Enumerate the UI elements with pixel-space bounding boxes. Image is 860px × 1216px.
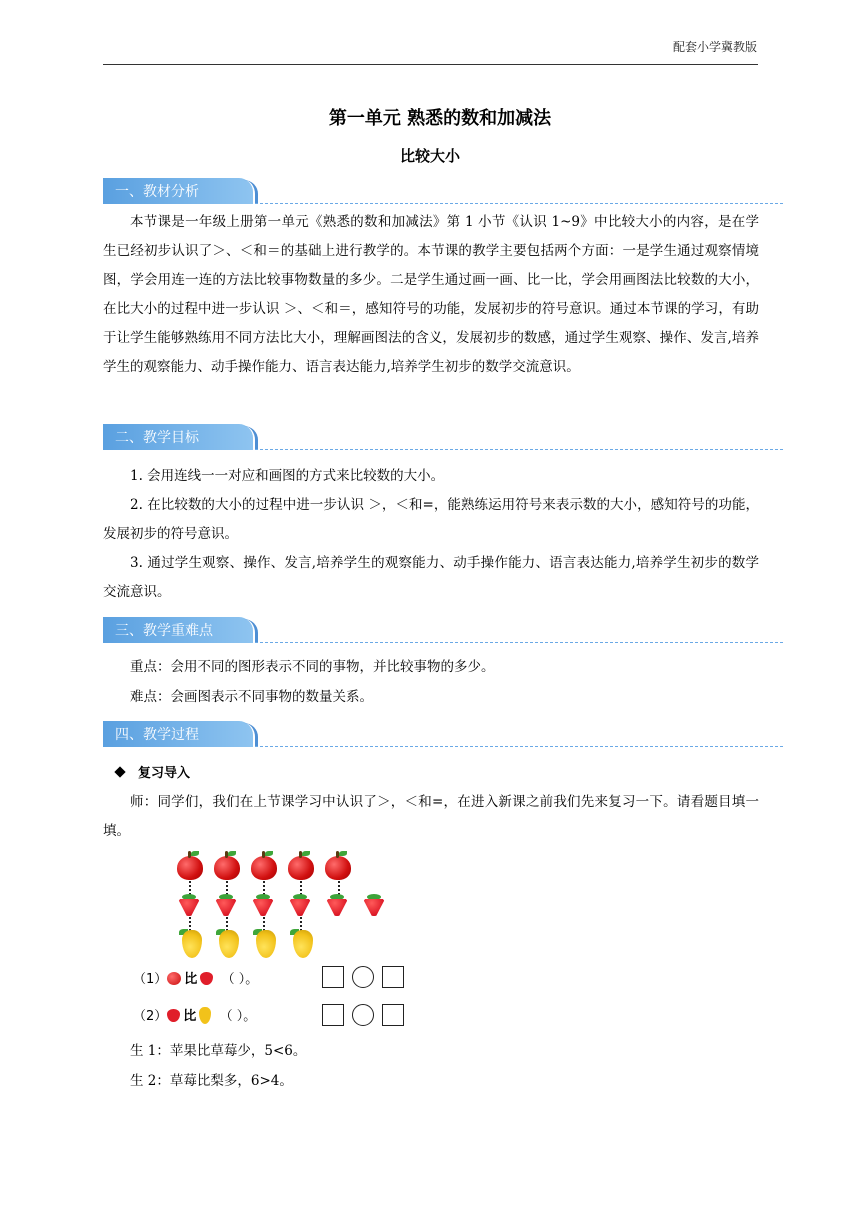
pear-leaf-icon <box>216 929 225 935</box>
answer-box[interactable] <box>382 1004 404 1026</box>
diamond-bullet-icon <box>114 766 125 777</box>
bullet-heading <box>116 762 190 781</box>
goal-item-1: 1. 会用连线一一对应和画图的方式来比较数的大小。 <box>130 468 445 484</box>
bullet-heading-text: 复习导入 <box>138 766 191 781</box>
page-subtitle: 比较大小 <box>399 147 460 165</box>
apple-icon <box>325 856 351 880</box>
pear-icon <box>293 930 313 958</box>
question-number: （2） <box>133 1009 168 1024</box>
section-tab-edge <box>243 180 258 204</box>
strawberry-leaf-icon <box>182 894 196 900</box>
apple-icon <box>288 856 314 880</box>
answer-box[interactable] <box>322 966 344 988</box>
apple-icon <box>177 856 203 880</box>
question-2 <box>133 1005 256 1024</box>
question-number: （1） <box>133 972 168 987</box>
section-header-keypoints <box>103 617 783 647</box>
strawberry-leaf-icon <box>293 894 307 900</box>
section-tab-edge <box>243 723 258 747</box>
section-tab-edge <box>243 426 258 450</box>
answer-box[interactable] <box>322 1004 344 1026</box>
question-1 <box>133 968 258 987</box>
pear-icon <box>199 1007 211 1024</box>
section-label: 一、教材分析 <box>115 184 199 200</box>
answer-circle[interactable] <box>352 1004 374 1026</box>
strawberry-leaf-icon <box>256 894 270 900</box>
section-divider <box>255 203 783 204</box>
section-header-process <box>103 721 783 751</box>
goal-item-2: 2. 在比较数的大小的过程中进一步认识 ＞，＜和=，能熟练运用符号来表示数的大小，感知符号的功能，发展初步的符号意识。 <box>103 497 759 542</box>
strawberry-icon <box>200 972 213 985</box>
apple-icon <box>167 972 181 985</box>
section-header-analysis <box>103 178 783 208</box>
student-answer-1: 生 1：苹果比草莓少，5<6。 <box>130 1043 307 1059</box>
connector-line <box>263 878 265 934</box>
strawberry-icon <box>215 896 237 916</box>
key-point: 重点：会用不同的图形表示不同的事物，并比较事物的多少。 <box>130 659 495 675</box>
apple-icon <box>214 856 240 880</box>
section-header-goals <box>103 424 783 454</box>
connector-line <box>226 878 228 934</box>
pear-leaf-icon <box>290 929 299 935</box>
header-tag: 配套小学冀教版 <box>672 40 757 54</box>
section-label: 四、教学过程 <box>115 727 199 743</box>
connector-line <box>338 878 340 898</box>
header-rule <box>103 64 758 65</box>
compare-word: 比 <box>184 972 198 987</box>
section-tab-edge <box>243 619 258 643</box>
strawberry-icon <box>363 896 385 916</box>
compare-word: 比 <box>183 1009 197 1024</box>
strawberry-icon <box>289 896 311 916</box>
strawberry-icon <box>252 896 274 916</box>
answer-blank: （ ）。 <box>221 972 259 987</box>
strawberry-leaf-icon <box>367 894 381 900</box>
section-divider <box>255 449 783 450</box>
strawberry-icon <box>326 896 348 916</box>
apple-icon <box>251 856 277 880</box>
pear-icon <box>182 930 202 958</box>
analysis-paragraph: 本节课是一年级上册第一单元《熟悉的数和加减法》第 1 小节《认识 1~9》中比较大小的内容，是在学生已经初步认识了＞、＜和＝的基础上进行教学的。本节课的教学主要包括两个方面：一是学生通过观察情境图，学会用连一连的方法比较事物数量的多少。二是学生通过画一画、比一比，学会用画图法比较数的大小，在比大小的过程中进一步认识 ＞、＜和＝，感知符号的功能，发展初步的符号意识。通过本节课的学习，有助于让学生能够熟练用不同方法比大小，理解画图法的含义，发展初步的数感，通过学生观察、操作、发言,培养学生的观察能力、动手操作能力、语言表达能力,培养学生初步的数学交流意识。 <box>103 214 759 375</box>
strawberry-icon <box>178 896 200 916</box>
teacher-paragraph: 师：同学们，我们在上节课学习中认识了＞，＜和=，在进入新课之前我们先来复习一下。请看题目填一填。 <box>103 794 759 839</box>
page-title: 第一单元 熟悉的数和加减法 <box>328 108 552 129</box>
strawberry-icon <box>167 1009 180 1022</box>
strawberry-leaf-icon <box>330 894 344 900</box>
strawberry-leaf-icon <box>219 894 233 900</box>
pear-leaf-icon <box>253 929 262 935</box>
goal-item-3: 3. 通过学生观察、操作、发言,培养学生的观察能力、动手操作能力、语言表达能力,培养学生初步的数学交流意识。 <box>103 555 759 600</box>
pear-icon <box>256 930 276 958</box>
section-label: 三、教学重难点 <box>115 623 213 639</box>
student-answer-2: 生 2：草莓比梨多，6>4。 <box>130 1073 293 1089</box>
answer-circle[interactable] <box>352 966 374 988</box>
pear-leaf-icon <box>179 929 188 935</box>
connector-line <box>300 878 302 934</box>
section-divider <box>255 642 783 643</box>
connector-line <box>189 878 191 934</box>
pear-icon <box>219 930 239 958</box>
difficult-point: 难点：会画图表示不同事物的数量关系。 <box>130 689 373 705</box>
section-label: 二、教学目标 <box>115 430 199 446</box>
answer-box[interactable] <box>382 966 404 988</box>
answer-blank: （ ）。 <box>219 1009 257 1024</box>
section-divider <box>255 746 783 747</box>
